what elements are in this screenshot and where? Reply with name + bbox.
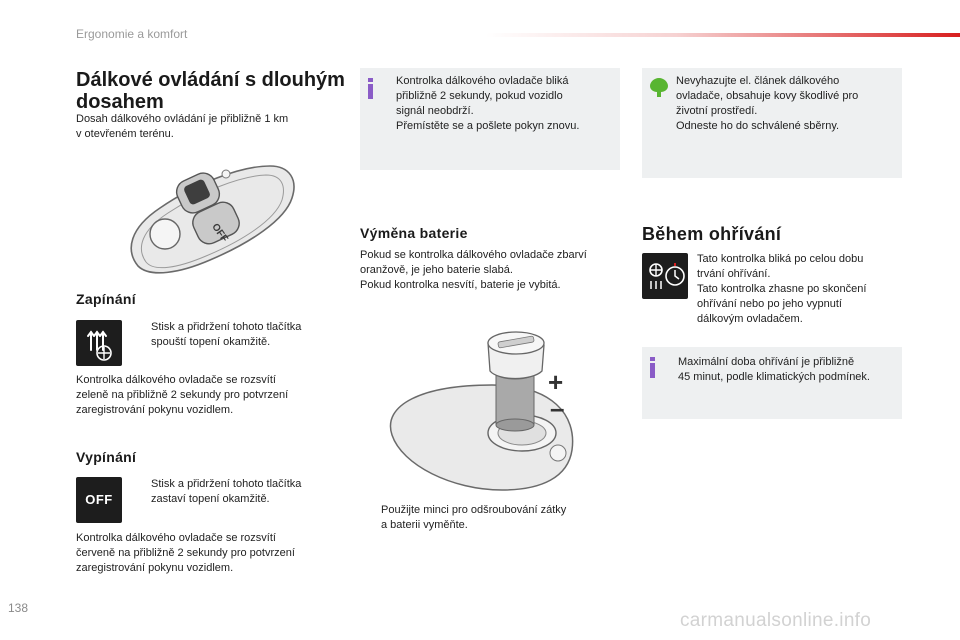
recycle-leaf-icon — [648, 76, 670, 98]
minus-sign: – — [550, 393, 565, 423]
remote-off-label: OFF — [209, 221, 230, 245]
heating-text: Tato kontrolka bliká po celou dobu trvání ohřívání. Tato kontrolka zhasne po skončení ohřívání nebo po jeho vypnutí dálkovým ovladačem. — [697, 253, 867, 325]
off-heading: Vypínání — [76, 449, 137, 465]
info-icon — [650, 357, 655, 378]
info-box-signal — [360, 68, 620, 170]
section-title: Ergonomie a komfort — [76, 27, 188, 41]
heater-off-icon — [76, 477, 122, 523]
off-description: Kontrolka dálkového ovladače se rozsvítí červeně na přibližně 2 sekundy pro potvrzení zaregistrování pokynu vozidlem. — [76, 532, 295, 574]
duration-text: Maximální doba ohřívání je přibližně 45 minut, podle klimatických podmínek. — [678, 356, 870, 383]
plus-sign: + — [548, 367, 564, 397]
header-accent-bar — [486, 33, 960, 37]
page-title: Dálkové ovládání s dlouhým dosahem — [76, 69, 345, 113]
range-intro: Dosah dálkového ovládání je přibližně 1 km v otevřeném terénu. — [76, 113, 289, 140]
off-instruction: Stisk a přidržení tohoto tlačítka zastaví topení okamžitě. — [151, 478, 302, 505]
page-number: 138 — [8, 601, 29, 615]
info-icon — [368, 78, 373, 99]
info-box-duration — [642, 347, 902, 419]
eco-box — [642, 68, 902, 178]
battery-heading: Výměna baterie — [360, 225, 468, 241]
watermark: carmanualsonline.info — [680, 610, 872, 631]
on-heading: Zapínání — [76, 291, 136, 307]
on-description: Kontrolka dálkového ovladače se rozsvítí zeleně na přibližně 2 sekundy pro potvrzení zaregistrování pokynu vozidlem. — [76, 374, 289, 416]
on-instruction: Stisk a přidržení tohoto tlačítka spouští topení okamžitě. — [151, 321, 302, 348]
off-icon-label: OFF — [85, 492, 113, 507]
eco-text: Nevyhazujte el. článek dálkového ovladače, obsahuje kovy škodlivé pro životní prostředí. Odneste ho do schválené sběrny. — [676, 75, 859, 132]
info-signal-text: Kontrolka dálkového ovladače bliká přibližně 2 sekundy, pokud vozidlo signál neobdrží. Přemístěte se a pošlete pokyn znovu. — [396, 75, 580, 132]
heater-on-icon — [76, 320, 122, 366]
heating-timer-icon — [642, 253, 688, 299]
remote-illustration — [120, 158, 300, 288]
battery-text: Pokud se kontrolka dálkového ovladače zbarví oranžově, je jeho baterie slabá. Pokud kontrolka nesvítí, baterie je vybitá. — [360, 249, 587, 291]
heating-heading: Během ohřívání — [642, 224, 782, 244]
battery-illustration — [382, 325, 592, 495]
battery-instruction: Použijte minci pro odšroubování zátky a baterii vyměňte. — [381, 504, 567, 531]
